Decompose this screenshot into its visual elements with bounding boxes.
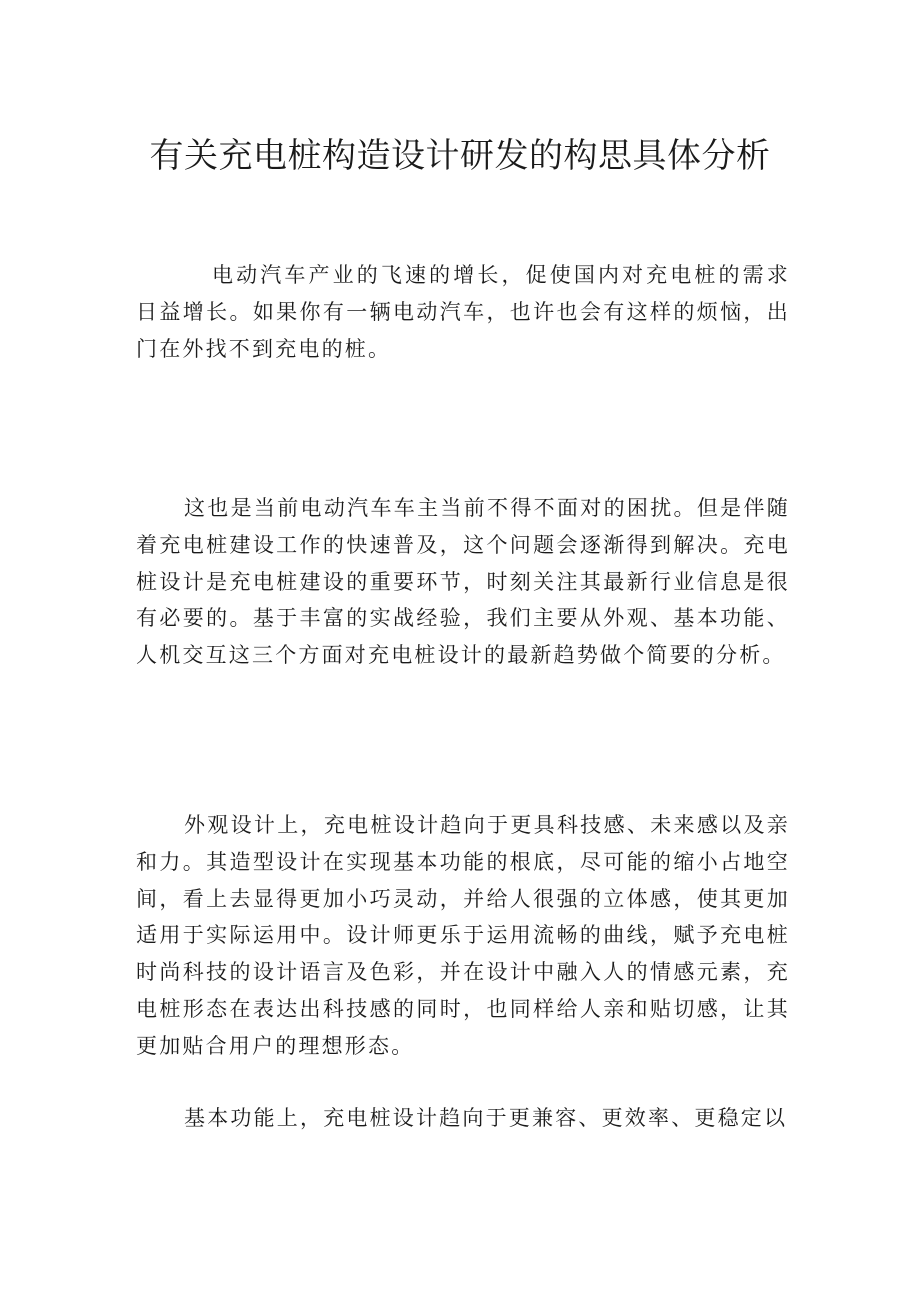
paragraph-challenge: 这也是当前电动汽车车主当前不得不面对的困扰。但是伴随着充电桩建设工作的快速普及，这个问题会逐渐得到解决。充电桩设计是充电桩建设的重要环节，时刻关注其最新行业信息是很有必要的。基于丰富的实战经验，我们主要从外观、基本功能、人机交互这三个方面对充电桩设计的最新趋势做个简要的分析。 [136, 496, 790, 668]
paragraph-intro: 电动汽车产业的飞速的增长，促使国内对充电桩的需求日益增长。如果你有一辆电动汽车，也许也会有这样的烦恼，出门在外找不到充电的桩。 [136, 263, 790, 361]
paragraph-basic-function: 基本功能上，充电桩设计趋向于更兼容、更效率、更稳定以 [184, 1106, 788, 1130]
paragraph-appearance-design: 外观设计上，充电桩设计趋向于更具科技感、未来感以及亲和力。其造型设计在实现基本功能的根底，尽可能的缩小占地空间，看上去显得更加小巧灵动，并给人很强的立体感，使其更加适用于实际运用中。设计师更乐于运用流畅的曲线，赋予充电桩时尚科技的设计语言及色彩，并在设计中融入人的情感元素，充电桩形态在表达出科技感的同时，也同样给人亲和贴切感，让其更加贴合用户的理想形态。 [136, 813, 790, 1058]
document-title: 有关充电桩构造设计研发的构思具体分析 [149, 136, 771, 176]
